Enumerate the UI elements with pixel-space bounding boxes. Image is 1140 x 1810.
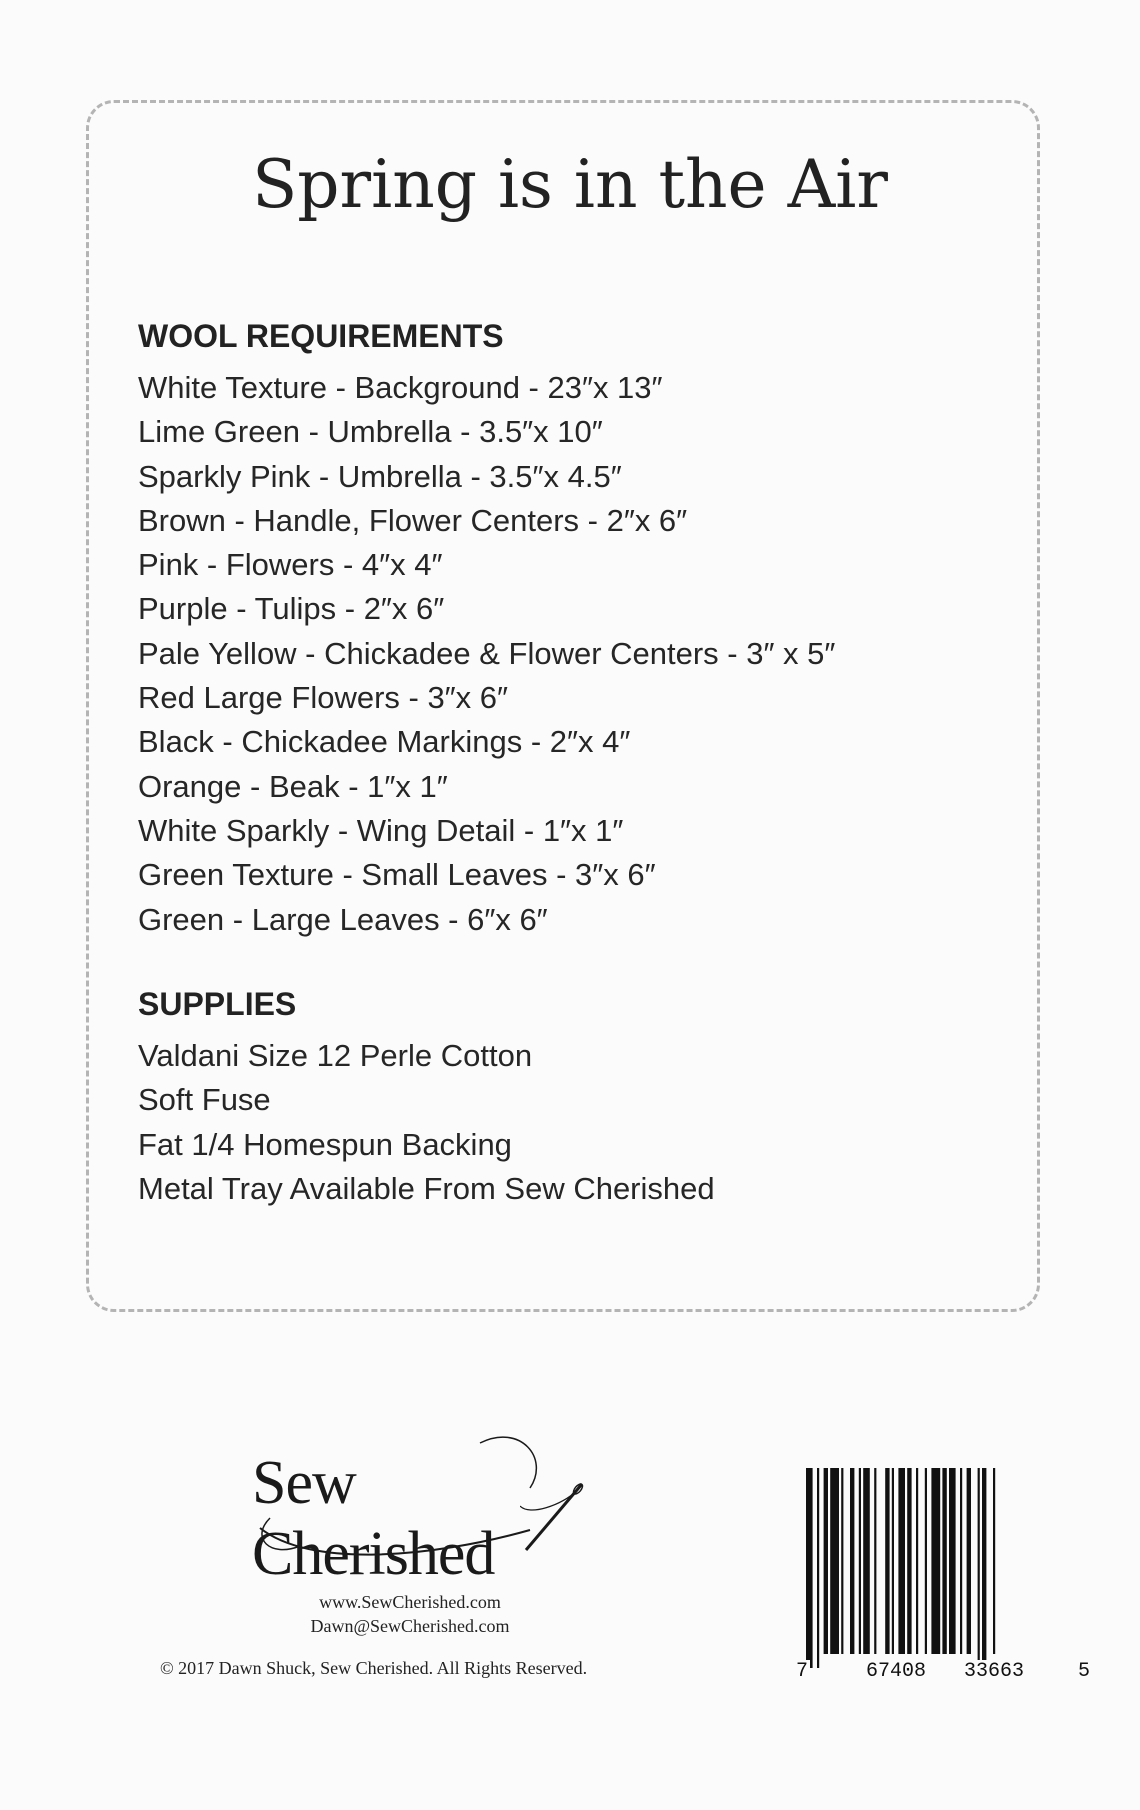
page-title: Spring is in the Air: [252, 146, 888, 223]
barcode-bar: [967, 1468, 971, 1654]
barcode-bar: [993, 1468, 995, 1654]
barcode-bar: [925, 1468, 927, 1654]
wool-requirement-item: Brown - Handle, Flower Centers - 2″x 6″: [138, 502, 688, 538]
barcode-group1: 67408: [866, 1660, 927, 1683]
sew-cherished-logo: [230, 1418, 610, 1588]
supply-item: Valdani Size 12 Perle Cotton: [138, 1038, 533, 1073]
supplies-heading: SUPPLIES: [138, 986, 297, 1022]
logo-wordmark: Sew Cherished: [252, 1449, 495, 1588]
barcode-bar: [850, 1468, 854, 1654]
wool-requirement-item: Pink - Flowers - 4″x 4″: [138, 547, 443, 583]
barcode-bar: [874, 1468, 876, 1654]
barcode-group2: 33663: [964, 1660, 1025, 1683]
barcode-left-digit: 7: [796, 1660, 809, 1683]
barcode-bar: [859, 1468, 861, 1654]
barcode-bar: [978, 1468, 980, 1668]
supplies-list: [138, 1034, 715, 1211]
website-link[interactable]: www.SewCherished.com: [319, 1592, 501, 1612]
wool-requirement-item: Black - Chickadee Markings - 2″x 4″: [138, 724, 631, 760]
barcode-bar: [841, 1468, 843, 1654]
supply-item: Fat 1/4 Homespun Backing: [138, 1126, 512, 1162]
barcode-bar: [931, 1468, 940, 1654]
wool-requirements-heading: WOOL REQUIREMENTS: [138, 318, 504, 354]
barcode-bar: [892, 1468, 894, 1654]
copyright-notice: © 2017 Dawn Shuck, Sew Cherished. All Rights Reserved.: [160, 1658, 588, 1678]
barcode-bars: [800, 1468, 1090, 1668]
wool-requirement-item: Orange - Beak - 1″x 1″: [138, 768, 448, 804]
barcode-bar: [949, 1468, 956, 1654]
barcode-bar: [960, 1468, 962, 1654]
wool-requirement-item: Sparkly Pink - Umbrella - 3.5″x 4.5″: [138, 458, 622, 494]
supply-item: Metal Tray Available From Sew Cherished: [138, 1170, 715, 1206]
wool-requirement-item: Green Texture - Small Leaves - 3″x 6″: [138, 857, 656, 893]
barcode-bar: [885, 1468, 889, 1654]
barcode-bar: [982, 1468, 986, 1668]
barcode-bar: [824, 1468, 828, 1654]
barcode-bar: [817, 1468, 819, 1668]
barcode-right-digit: 5: [1078, 1660, 1091, 1683]
barcode-bar: [942, 1468, 946, 1654]
supply-item: Soft Fuse: [138, 1082, 271, 1118]
wool-requirements-list: [138, 366, 835, 942]
wool-requirement-item: Pale Yellow - Chickadee & Flower Centers - 3″ x 5″: [138, 635, 836, 671]
wool-requirement-item: White Texture - Background - 23″x 13″: [138, 370, 663, 405]
barcode-bar: [907, 1468, 911, 1654]
barcode: [796, 1468, 1091, 1698]
wool-requirement-item: Green - Large Leaves - 6″x 6″: [138, 901, 548, 937]
barcode-bar: [806, 1468, 813, 1668]
wool-requirement-item: Purple - Tulips - 2″x 6″: [138, 591, 445, 627]
wool-requirement-item: White Sparkly - Wing Detail - 1″x 1″: [138, 812, 624, 848]
barcode-bar: [916, 1468, 918, 1654]
barcode-bar: [830, 1468, 839, 1654]
wool-requirement-item: Lime Green - Umbrella - 3.5″x 10″: [138, 414, 603, 450]
email-link[interactable]: Dawn@SewCherished.com: [310, 1616, 510, 1636]
barcode-bar: [898, 1468, 905, 1654]
barcode-bar: [863, 1468, 870, 1654]
wool-requirement-item: Red Large Flowers - 3″x 6″: [138, 680, 508, 716]
